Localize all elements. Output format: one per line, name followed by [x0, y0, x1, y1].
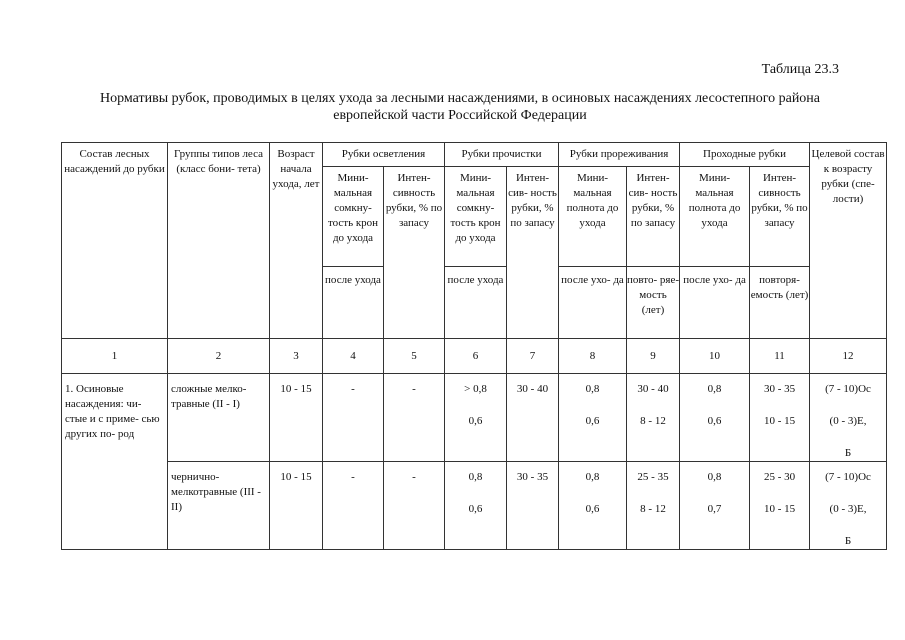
column-number: 10 [680, 339, 750, 374]
cell-thinning-intensity [627, 462, 680, 550]
header-intensity-lightening: Интен- сивность рубки, % по запасу [384, 167, 445, 339]
target-spruce: (0 - 3)Е, [829, 415, 867, 427]
column-number: 1 [62, 339, 168, 374]
value-intensity: 30 - 40 [637, 383, 669, 395]
column-number: 11 [750, 339, 810, 374]
header-row-1 [62, 143, 887, 167]
cell-thinning-density [559, 374, 627, 462]
header-start-age: Возраст начала ухода, лет [270, 143, 323, 339]
column-number: 12 [810, 339, 887, 374]
value-after: 0,6 [585, 503, 600, 515]
cell-cleaning-closure [445, 462, 507, 550]
value-before: 0,8 [707, 383, 722, 395]
value-repeat: 8 - 12 [640, 503, 666, 515]
cell-cleaning-closure [445, 374, 507, 462]
header-after-care-cleaning: после ухода [445, 267, 507, 339]
header-thinning: Рубки прореживания [559, 143, 680, 167]
header-repeat-thinning: повто- ряе- мость (лет) [627, 267, 680, 339]
header-min-closure-lightening: Мини- мальная сомкну- тость крон до ухода [323, 167, 384, 267]
target-spruce: (0 - 3)Е, [829, 503, 867, 515]
header-after-care-passage: после ухо- да [680, 267, 750, 339]
value-repeat: 10 - 15 [763, 503, 796, 515]
header-forest-groups: Группы типов леса (класс бони- тета) [168, 143, 270, 339]
value-repeat: 8 - 12 [640, 415, 666, 427]
header-intensity-passage: Интен- сивность рубки, % по запасу [750, 167, 810, 267]
target-aspen: (7 - 10)Ос [825, 383, 871, 395]
norms-table [61, 142, 887, 550]
table-row [62, 374, 887, 462]
target-birch: Б [844, 447, 852, 459]
cell-cleaning-intensity: 30 - 40 [507, 374, 559, 462]
cell-lightening-intensity: - [384, 374, 445, 462]
cell-passage-density [680, 374, 750, 462]
header-intensity-cleaning: Интен- сив- ность рубки, % по запасу [507, 167, 559, 339]
cell-lightening-intensity: - [384, 462, 445, 550]
target-birch: Б [844, 535, 852, 547]
column-numbers-row [62, 339, 887, 374]
column-number: 7 [507, 339, 559, 374]
cell-composition: 1. Осиновые насаждения: чи- стые и с приме- сью других по- род [62, 374, 168, 550]
cell-passage-intensity [750, 462, 810, 550]
cell-passage-intensity [750, 374, 810, 462]
column-number: 5 [384, 339, 445, 374]
column-number: 6 [445, 339, 507, 374]
cell-group: сложные мелко- травные (II - I) [168, 374, 270, 462]
value-before: > 0,8 [464, 383, 487, 395]
cell-cleaning-intensity: 30 - 35 [507, 462, 559, 550]
header-intensity-thinning: Интен- сив- ность рубки, % по запасу [627, 167, 680, 267]
value-before: 0,8 [585, 471, 600, 483]
value-after: 0,6 [468, 503, 483, 515]
header-repeat-passage: повторя- емость (лет) [750, 267, 810, 339]
value-before: 0,8 [585, 383, 600, 395]
header-min-closure-cleaning: Мини- мальная сомкну- тость крон до ухода [445, 167, 507, 267]
cell-target-composition [810, 374, 887, 462]
table-title-line-1: Нормативы рубок, проводимых в целях ухода за лесными насаждениями, в осиновых насаждениях лесостепного района [99, 91, 821, 106]
value-repeat: 10 - 15 [763, 415, 796, 427]
cell-target-composition [810, 462, 887, 550]
column-number: 2 [168, 339, 270, 374]
value-after: 0,6 [468, 415, 483, 427]
value-intensity: 25 - 30 [763, 471, 796, 483]
value-before: 0,8 [468, 471, 483, 483]
table-row [62, 462, 887, 550]
header-lightening: Рубки осветления [323, 143, 445, 167]
header-passage: Проходные рубки [680, 143, 810, 167]
cell-lightening-closure: - [323, 374, 384, 462]
cell-lightening-closure: - [323, 462, 384, 550]
cell-age: 10 - 15 [270, 462, 323, 550]
value-after: 0,7 [707, 503, 722, 515]
header-min-density-thinning: Мини- мальная полнота до ухода [559, 167, 627, 267]
value-after: 0,6 [585, 415, 600, 427]
header-after-care-thinning: после ухо- да [559, 267, 627, 339]
table-number: Таблица 23.3 [761, 62, 839, 77]
value-after: 0,6 [707, 415, 722, 427]
header-cleaning: Рубки прочистки [445, 143, 559, 167]
header-target-composition: Целевой состав к возрасту рубки (спе- лости) [810, 143, 887, 339]
table-title-line-2: европейской части Российской Федерации [333, 108, 587, 123]
cell-thinning-intensity [627, 374, 680, 462]
column-number: 3 [270, 339, 323, 374]
header-after-care-lightening: после ухода [323, 267, 384, 339]
column-number: 8 [559, 339, 627, 374]
header-composition: Состав лесных насаждений до рубки [62, 143, 168, 339]
table-title [60, 90, 860, 124]
value-intensity: 25 - 35 [637, 471, 669, 483]
target-aspen: (7 - 10)Ос [825, 471, 871, 483]
header-min-density-passage: Мини- мальная полнота до ухода [680, 167, 750, 267]
value-before: 0,8 [707, 471, 722, 483]
column-number: 9 [627, 339, 680, 374]
cell-thinning-density [559, 462, 627, 550]
cell-group: чернично- мелкотравные (III - II) [168, 462, 270, 550]
cell-age: 10 - 15 [270, 374, 323, 462]
column-number: 4 [323, 339, 384, 374]
value-intensity: 30 - 35 [763, 383, 796, 395]
cell-passage-density [680, 462, 750, 550]
